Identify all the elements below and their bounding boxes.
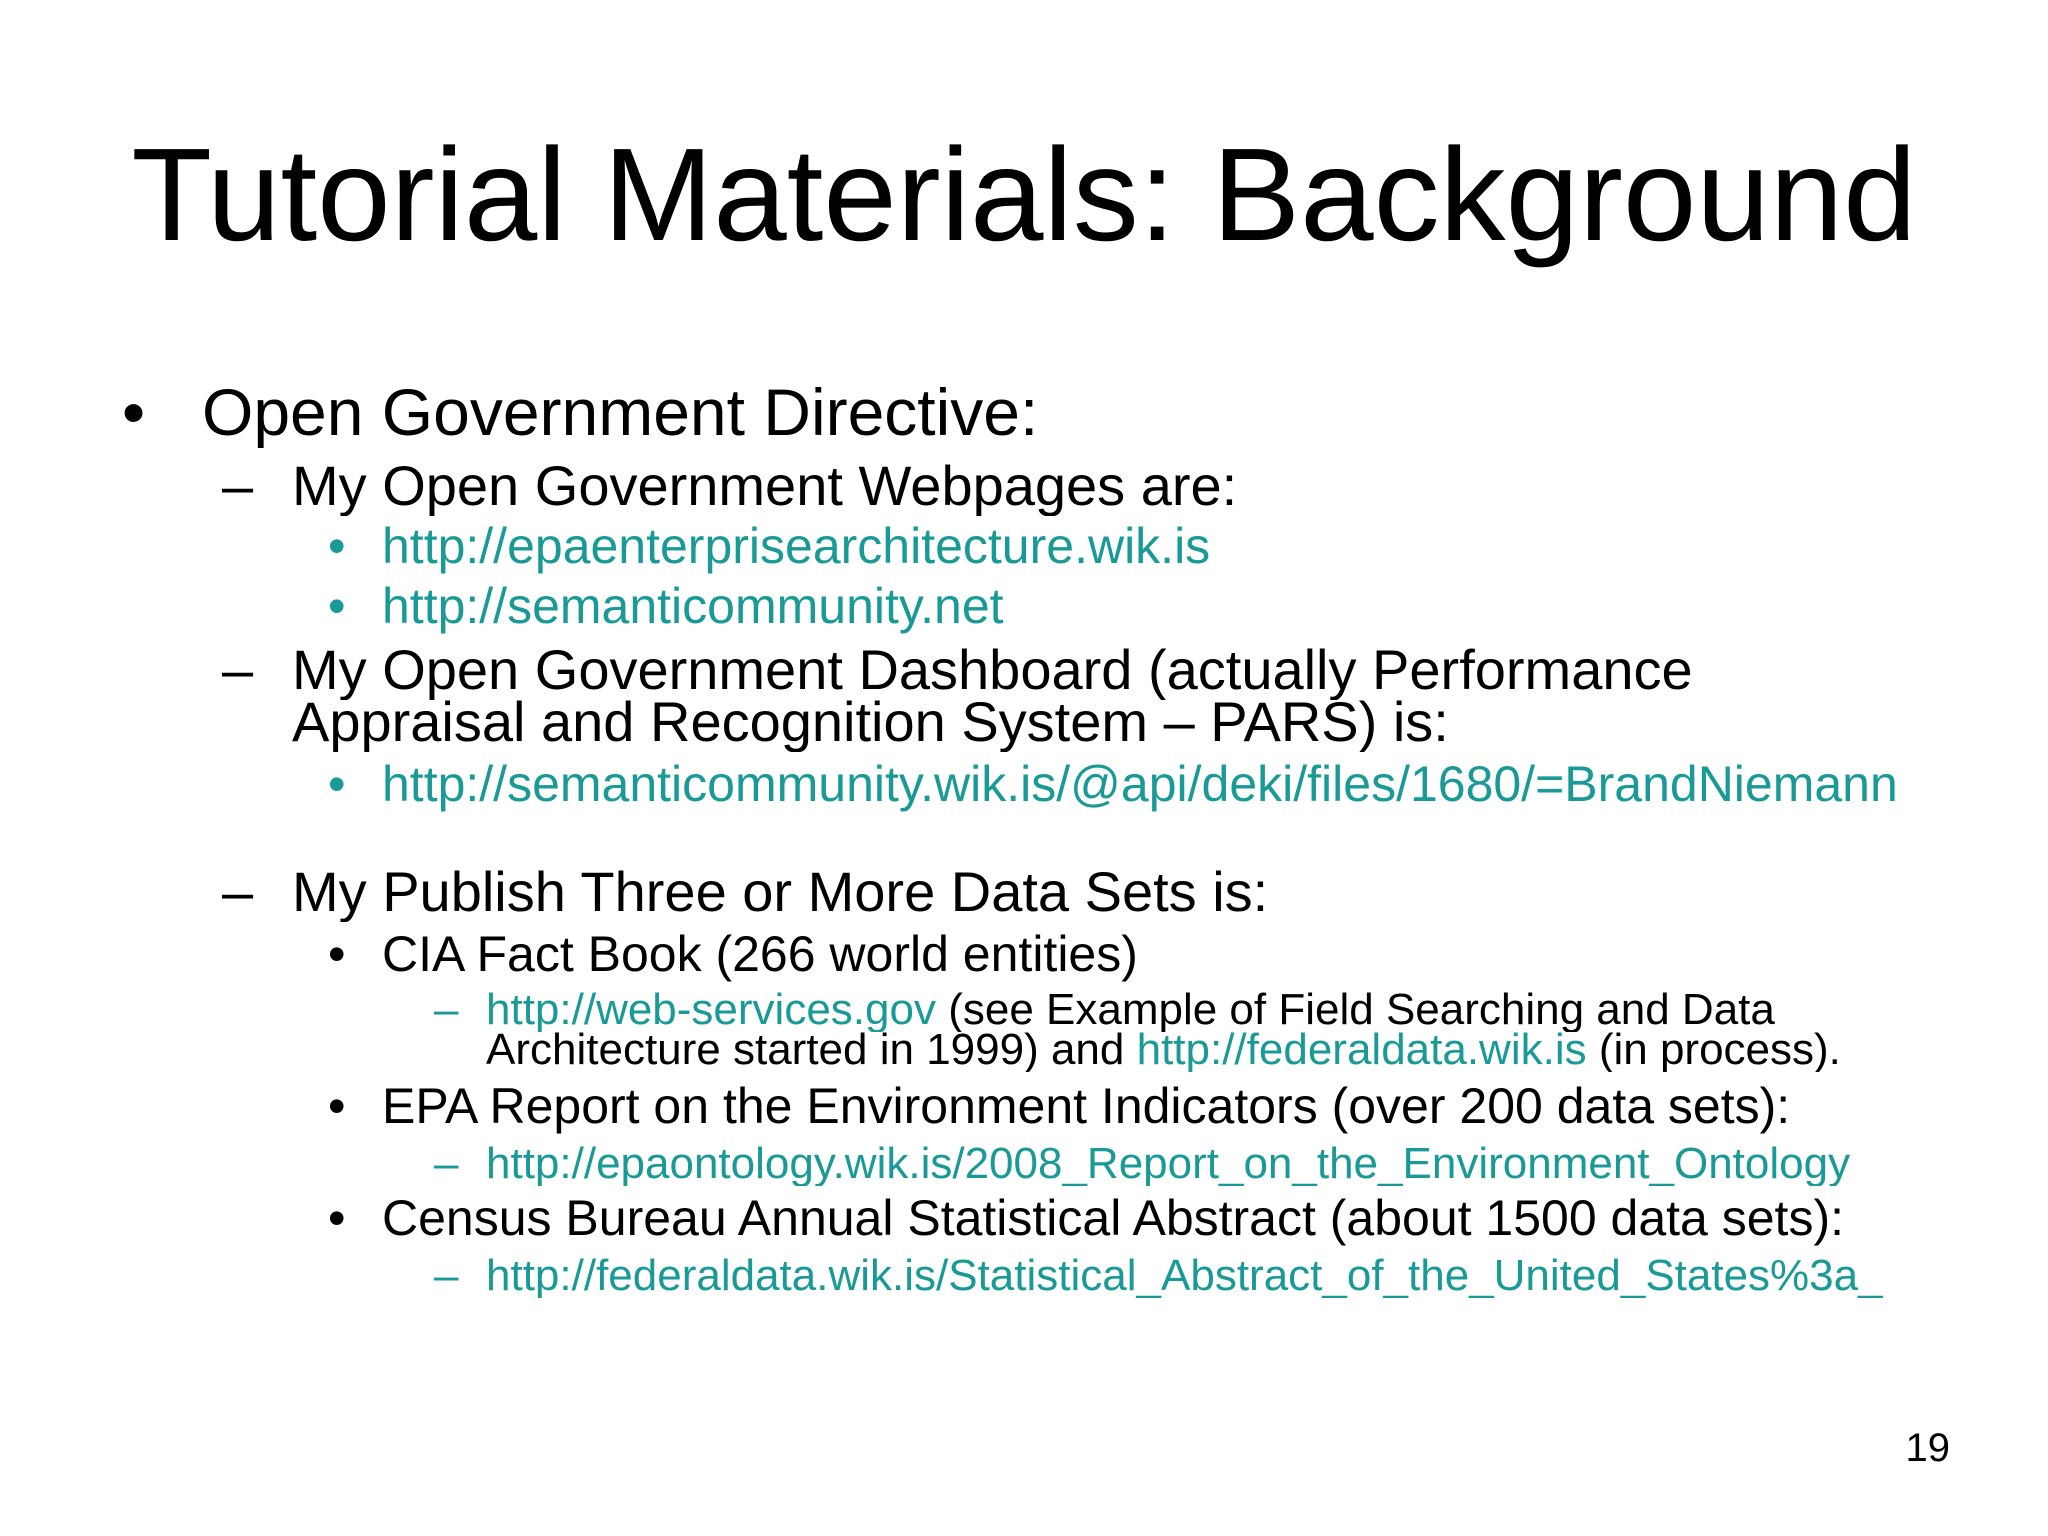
dash-level4: – (434, 1139, 459, 1188)
link-epaontology[interactable]: http://epaontology.wik.is/2008_Report_on_the_Environment_Ontology (486, 1142, 1851, 1186)
item-cia-fact-book: CIA Fact Book (266 world entities) (382, 926, 1138, 982)
dash-level4: – (434, 1251, 459, 1300)
link-web-services[interactable]: http://web-services.gov (486, 988, 936, 1032)
bullet-level3: • (328, 1190, 346, 1246)
item-epa-report: EPA Report on the Environment Indicators (over 200 data sets): (382, 1078, 1791, 1134)
web-services-description-cont: Architecture started in 1999) and (486, 1028, 1137, 1072)
subitem-open-government-dashboard-line2: Appraisal and Recognition System – PARS) is: (292, 692, 1449, 752)
item-census-bureau: Census Bureau Annual Statistical Abstract (about 1500 data sets): (382, 1190, 1844, 1246)
slide-title: Tutorial Materials: Background (131, 121, 1917, 268)
link-federaldata[interactable]: http://federaldata.wik.is (1136, 1028, 1587, 1072)
bullet-level3: • (328, 756, 346, 812)
in-process-note: (in process). (1586, 1028, 1841, 1072)
subitem-open-government-dashboard-line1: My Open Government Dashboard (actually Performance (292, 640, 1693, 700)
dash-level2: – (222, 860, 254, 923)
dash-level4: – (434, 985, 459, 1034)
bullet-open-government-directive: Open Government Directive: (202, 376, 1039, 448)
bullet-level3: • (328, 926, 346, 982)
bullet-level3: • (328, 578, 346, 634)
page-number: 19 (1905, 1426, 1950, 1470)
subitem-web-services-line1 (486, 988, 1775, 1032)
subitem-web-services-line2 (486, 1028, 1841, 1072)
dash-level2: – (222, 454, 254, 517)
web-services-description: (see Example of Field Searching and Data (935, 988, 1775, 1032)
link-semanticommunity[interactable]: http://semanticommunity.net (382, 578, 1004, 634)
bullet-level3: • (328, 1078, 346, 1134)
link-pars-file[interactable]: http://semanticommunity.wik.is/@api/deki/files/1680/=BrandNiemann (382, 756, 1898, 812)
bullet-level3: • (328, 518, 346, 574)
dash-level2: – (222, 638, 254, 701)
subitem-open-government-webpages: My Open Government Webpages are: (292, 456, 1238, 516)
subitem-publish-data-sets: My Publish Three or More Data Sets is: (292, 862, 1269, 922)
link-epaenterprisearchitecture[interactable]: http://epaenterprisearchitecture.wik.is (382, 518, 1211, 574)
bullet-level1: • (122, 375, 146, 449)
link-statistical-abstract[interactable]: http://federaldata.wik.is/Statistical_Abstract_of_the_United_States%3a_ (486, 1254, 1883, 1298)
